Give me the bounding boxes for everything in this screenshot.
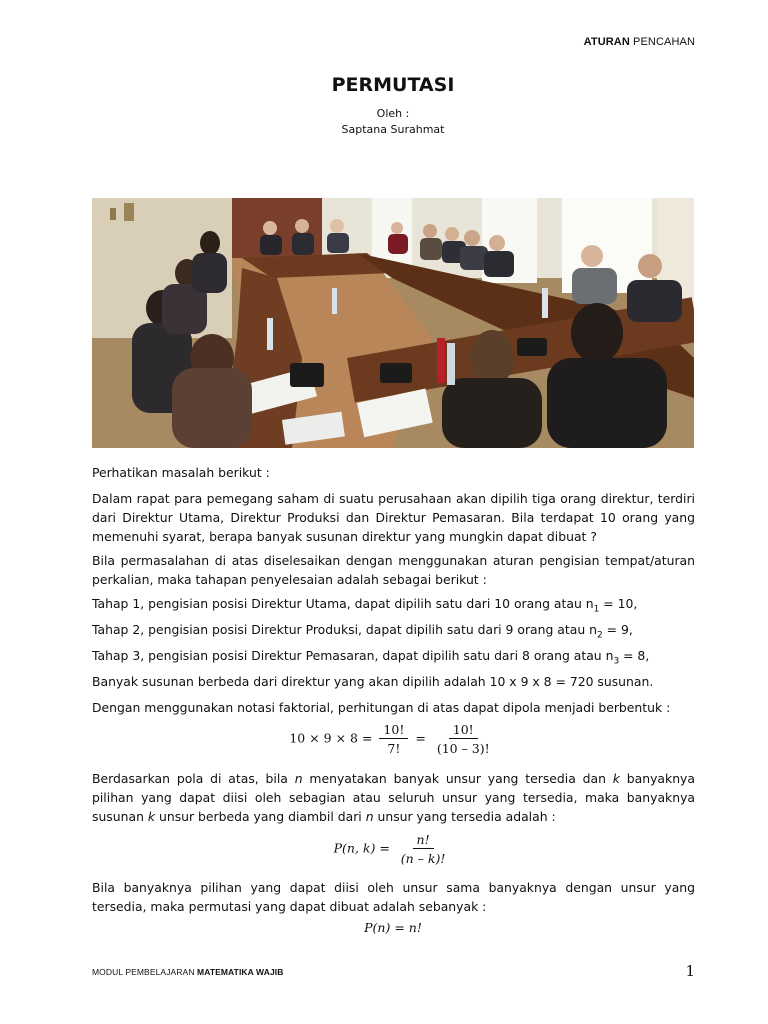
- footer-module: [92, 967, 283, 977]
- byline-label: Oleh :: [376, 107, 410, 120]
- equation-permutation: [0, 832, 768, 866]
- running-header: [584, 36, 695, 48]
- byline-author: Saptana Surahmat: [341, 123, 445, 136]
- equation-full-permutation: P(n) = n!: [364, 920, 422, 935]
- paragraph-full-permutation: Bila banyaknya pilihan yang dapat diisi oleh unsur sama banyaknya dengan unsur yang tersedia, maka permutasi yang dapat dibuat adalah sebanyak :: [92, 880, 695, 914]
- pattern-text-5: unsur yang tersedia adalah :: [373, 809, 556, 824]
- step-3-end: = 8,: [619, 648, 650, 663]
- eq2-fraction: [397, 832, 450, 866]
- footer-plain: MODUL PEMBELAJARAN: [92, 967, 198, 977]
- eq1-lhs: 10 × 9 × 8 =: [289, 730, 373, 746]
- step-1-end: = 10,: [599, 596, 638, 611]
- meeting-photo: [92, 198, 694, 448]
- header-bold: ATURAN: [583, 36, 630, 48]
- page-title: PERMUTASI: [331, 74, 455, 96]
- step-1-text: Tahap 1, pengisian posisi Direktur Utama, dapat dipilih satu dari 10 orang atau n: [92, 596, 594, 611]
- paragraph-result: Banyak susunan berbeda dari direktur yang akan dipilih adalah 10 x 9 x 8 = 720 susunan.: [92, 674, 654, 689]
- step-3-sub: 3: [613, 656, 620, 667]
- step-1: [92, 594, 695, 619]
- step-2-end: = 9,: [602, 622, 633, 637]
- paragraph-method: Bila permasalahan di atas diselesaikan dengan menggunakan aturan pengisian tempat/aturan perkalian, maka tahapan penyelesaian adalah sebagai berikut :: [92, 553, 695, 587]
- pattern-text-2: menyatakan banyak unsur yang tersedia dan: [302, 771, 613, 786]
- step-2: [92, 620, 695, 645]
- page-number: 1: [685, 962, 695, 980]
- eq1-fraction-1: [379, 722, 408, 756]
- footer-bold: MATEMATIKA WAJIB: [197, 967, 284, 977]
- pattern-var-n: n: [294, 771, 303, 786]
- pattern-text-1: Berdasarkan pola di atas, bila: [92, 771, 295, 786]
- eq1-den-2: (10 – 3)!: [436, 741, 490, 756]
- step-1-sub: 1: [593, 604, 600, 615]
- paragraph-factorial: Dengan menggunakan notasi faktorial, perhitungan di atas dapat dipola menjadi berbentuk :: [92, 700, 671, 715]
- eq1-fraction-2: [433, 722, 494, 756]
- pattern-var-k: k: [612, 771, 620, 786]
- step-2-text: Tahap 2, pengisian posisi Direktur Produksi, dapat dipilih satu dari 9 orang atau n: [92, 622, 597, 637]
- eq1-num-1: 10!: [379, 722, 408, 739]
- paragraph-intro: Perhatikan masalah berikut :: [92, 465, 270, 480]
- pattern-var-k-2: k: [147, 809, 156, 824]
- eq1-num-2: 10!: [449, 722, 478, 739]
- eq1-den-1: 7!: [387, 741, 401, 756]
- pattern-text-4: unsur berbeda yang diambil dari: [155, 809, 366, 824]
- eq2-num: n!: [413, 832, 434, 849]
- paragraph-pattern: [92, 769, 695, 826]
- pattern-text-3: banyaknya pilihan yang dapat diisi oleh sebagian atau seluruh unsur yang tersedia, maka banyaknya susunan: [92, 771, 695, 824]
- step-3-text: Tahap 3, pengisian posisi Direktur Pemasaran, dapat dipilih satu dari 8 orang atau n: [92, 648, 614, 663]
- paragraph-problem: Dalam rapat para pemegang saham di suatu perusahaan akan dipilih tiga orang direktur, terdiri dari Direktur Utama, Direktur Produksi dan Direktur Pemasaran. Bila terdapat 10 orang yang memenuhi syarat, berapa banyak susunan direktur yang mungkin dapat dibuat ?: [92, 491, 695, 544]
- eq2-lhs: P(n, k) =: [333, 840, 390, 856]
- header-rest: PENCAHAN: [629, 36, 695, 48]
- eq1-equals: =: [415, 730, 426, 746]
- step-2-sub: 2: [596, 630, 603, 641]
- step-3: [92, 646, 695, 671]
- equation-factorial: [0, 722, 768, 756]
- eq2-den: (n – k)!: [400, 851, 446, 866]
- pattern-var-n-2: n: [365, 809, 374, 824]
